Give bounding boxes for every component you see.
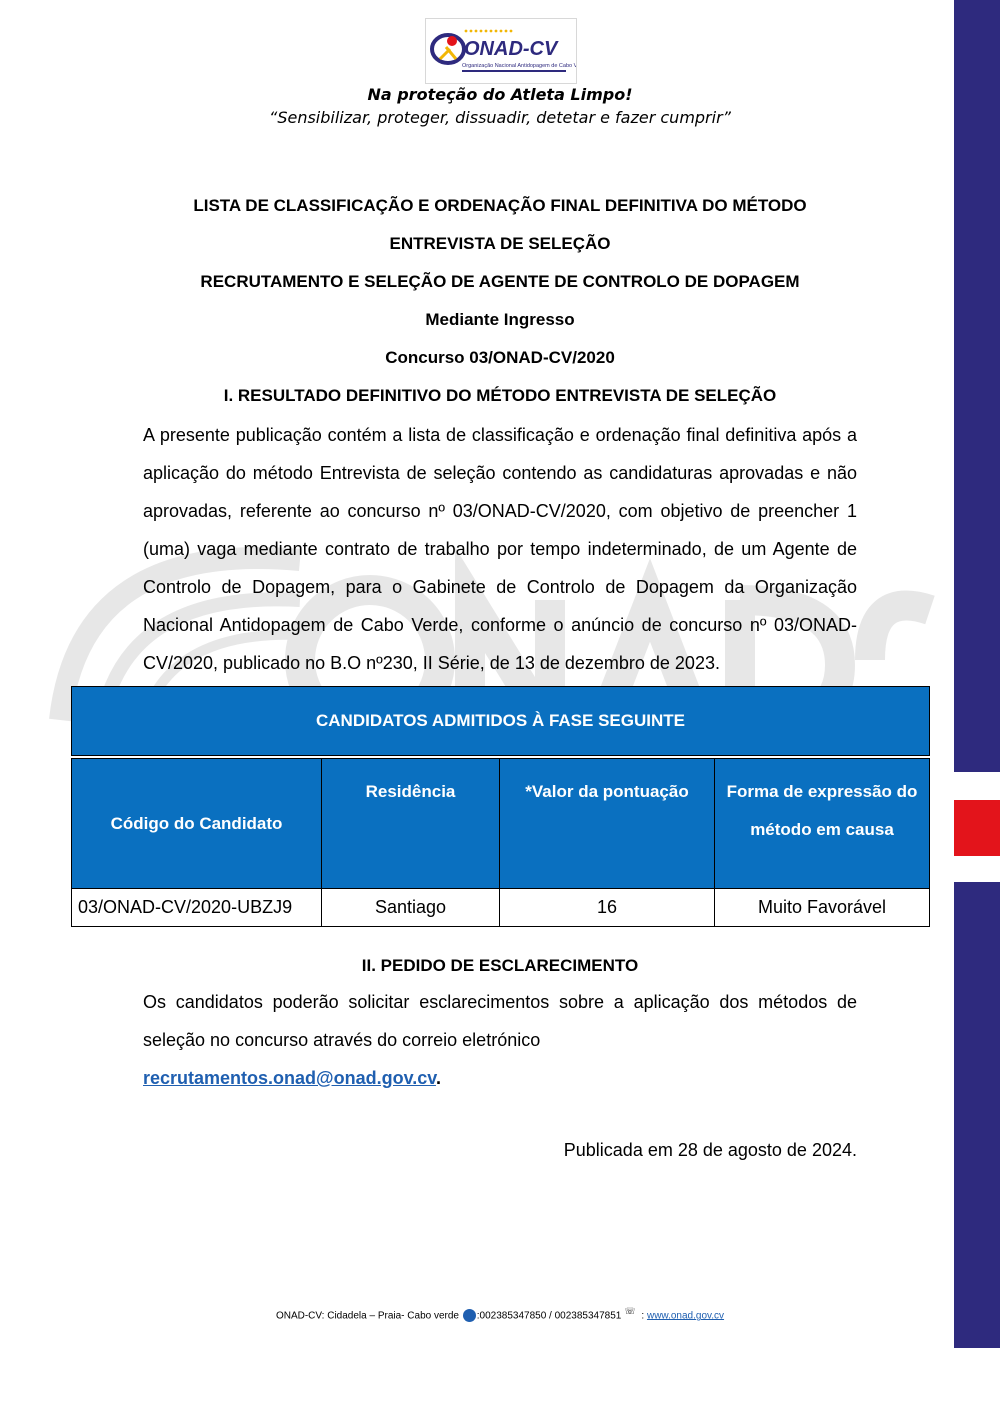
title-line-3: RECRUTAMENTO E SELEÇÃO DE AGENTE DE CONTROLO DE DOPAGEM xyxy=(200,272,800,291)
logo-subtitle: Organização Nacional Antidopagem de Cabo Verde xyxy=(462,63,576,69)
intro-paragraph: A presente publicação contém a lista de classificação e ordenação final definitiva após a aplicação do método Entrevista de seleção contendo as candidaturas aprovadas e não aprovadas, referente ao concurso nº 03/ONAD-CV/2020, com objetivo de preencher 1 (uma) vaga mediante contrato de trabalho por tempo indeterminado, de um Agente de Controlo de Dopagem, para o Gabinete de Controlo de Dopagem da Organização Nacional Antidopagem de Cabo Verde, conforme o anúncio de concurso nº 03/ONAD-CV/2020, publicado no B.O nº230, II Série, de 13 de dezembro de 2023. xyxy=(143,425,857,673)
title-line-1: LISTA DE CLASSIFICAÇÃO E ORDENAÇÃO FINAL DEFINITIVA DO MÉTODO xyxy=(193,196,807,215)
clarification-text: Os candidatos poderão solicitar esclarecimentos sobre a aplicação dos métodos de seleção no concurso através do correio eletrónico xyxy=(143,992,857,1050)
header-expression-form: Forma de expressão do método em causa xyxy=(715,759,930,889)
header-candidate-code: Código do Candidato xyxy=(72,759,322,889)
header-score: *Valor da pontuação xyxy=(500,759,715,889)
contact-email-link[interactable]: recrutamentos.onad@onad.gov.cv xyxy=(143,1068,436,1088)
footer-address: ONAD-CV: Cidadela – Praia- Cabo verde xyxy=(275,1310,459,1322)
slogan: “Sensibilizar, proteger, dissuadir, detetar e fazer cumprir” xyxy=(269,108,731,127)
candidates-table xyxy=(71,686,930,927)
clarification-paragraph xyxy=(143,983,857,1097)
footer-separator: : xyxy=(638,1310,647,1322)
phone-icon xyxy=(463,1309,476,1322)
title-line-5: Concurso 03/ONAD-CV/2020 xyxy=(385,348,615,367)
onad-logo xyxy=(425,18,577,84)
cell-residence: Santiago xyxy=(322,889,500,927)
cell-candidate-code: 03/ONAD-CV/2020-UBZJ9 xyxy=(72,889,322,927)
table-row xyxy=(72,889,930,927)
logo-wordmark: ONAD-CV xyxy=(464,38,558,60)
footer-website-link[interactable]: www.onad.gov.cv xyxy=(646,1310,725,1322)
section-2-heading: II. PEDIDO DE ESCLARECIMENTO xyxy=(361,956,639,975)
side-bar-red xyxy=(954,800,1000,856)
publication-date: Publicada em 28 de agosto de 2024. xyxy=(563,1140,857,1160)
title-line-2: ENTREVISTA DE SELEÇÃO xyxy=(389,234,611,253)
title-line-4: Mediante Ingresso xyxy=(425,310,575,329)
section-1-heading: I. RESULTADO DEFINITIVO DO MÉTODO ENTREVISTA DE SELEÇÃO xyxy=(223,386,777,405)
motto: Na proteção do Atleta Limpo! xyxy=(367,85,633,104)
clarification-period: . xyxy=(435,1068,441,1088)
cell-score: 16 xyxy=(500,889,715,927)
side-bar-bottom xyxy=(954,882,1000,1348)
footer xyxy=(0,1306,1000,1322)
header-residence: Residência xyxy=(322,759,500,889)
footer-phones: :002385347850 / 002385347851 xyxy=(476,1310,622,1322)
table-title: CANDIDATOS ADMITIDOS À FASE SEGUINTE xyxy=(72,687,930,756)
mobile-phone-icon: ☏ xyxy=(624,1306,636,1316)
cell-expression-form: Muito Favorável xyxy=(715,889,930,927)
